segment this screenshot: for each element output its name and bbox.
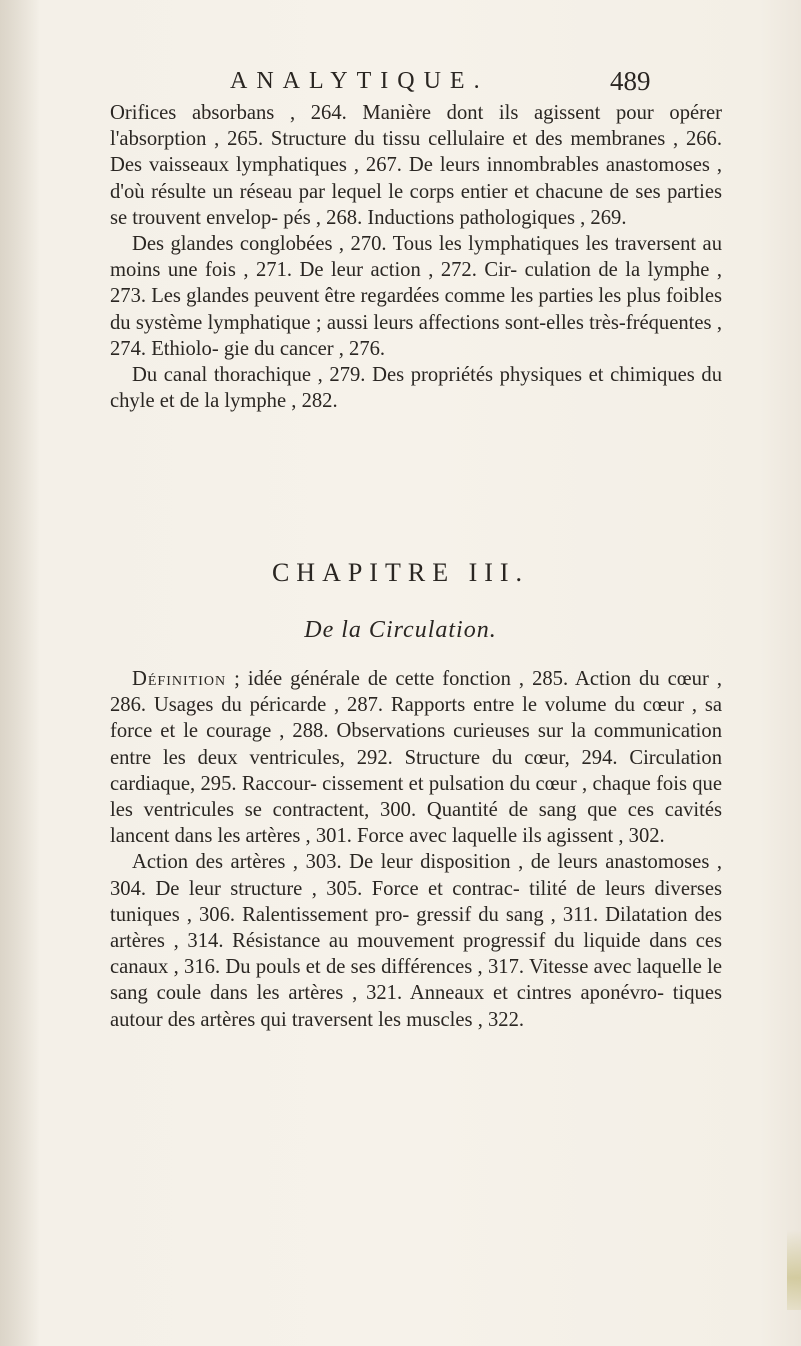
- lead-word: Définition: [132, 668, 227, 690]
- paragraph: Orifices absorbans , 264. Manière dont ils agissent pour opérer l'absorption , 265. Structure du tissu cellulaire et des membranes , 266. Des vaisseaux lymphatiques , 267. De leurs innombrables anastomoses , d'où résulte un réseau par lequel le corps entier et chacune de ses parties se trouvent envelop- pés , 268. Inductions pathologiques , 269.: [110, 102, 722, 229]
- paragraph: Des glandes conglobées , 270. Tous les lymphatiques les traversent au moins une fois , 271. De leur action , 272. Cir- culation de la lymphe , 273. Les glandes peuvent être regardées comme les parties les plus foibles du système lymphatique ; aussi leurs affections sont-elles très-fréquentes , 274. Ethiolo- gie du cancer , 276.: [110, 233, 722, 360]
- chapter-heading: CHAPITRE III.: [271, 558, 530, 587]
- paragraph: Du canal thorachique , 279. Des propriétés physiques et chimiques du chyle et de la lymphe , 282.: [110, 364, 722, 413]
- page-number: 489: [610, 66, 651, 96]
- running-title: ANALYTIQUE.: [230, 68, 489, 94]
- section-lymphatics: [110, 100, 722, 414]
- section-circulation: [110, 666, 722, 1033]
- paragraph: [110, 666, 722, 849]
- paper-stain: [787, 1230, 801, 1310]
- paragraph: Action des artères , 303. De leur disposition , de leurs anastomoses , 304. De leur structure , 305. Force et contrac- tilité de leurs diverses tuniques , 306. Ralentissement pro- gressif du sang , 311. Dilatation des artères , 314. Résistance au mouvement progressif du liquide dans ces canaux , 316. Du pouls et de ses différences , 317. Vitesse avec laquelle le sang coule dans les artères , 321. Anneaux et cintres aponévro- tiques autour des artères qui traversent les muscles , 322.: [110, 851, 722, 1031]
- chapter-subtitle: De la Circulation.: [304, 617, 497, 643]
- page-edge-shadow: [0, 0, 40, 1346]
- paragraph-text: ; idée générale de cette fonction , 285. Action du cœur , 286. Usages du péricarde , 287. Rapports entre le volume du cœur , sa force et le courage , 288. Observations curieuses sur la communication entre les deux ventricules, 292. Structure du cœur, 294. Circulation cardiaque, 295. Raccour- cissement et pulsation du cœur , chaque fois que les ventricules se contractent, 300. Quantité de sang que ces cavités lancent dans les artères , 301. Force avec laquelle ils agissent , 302.: [110, 668, 722, 848]
